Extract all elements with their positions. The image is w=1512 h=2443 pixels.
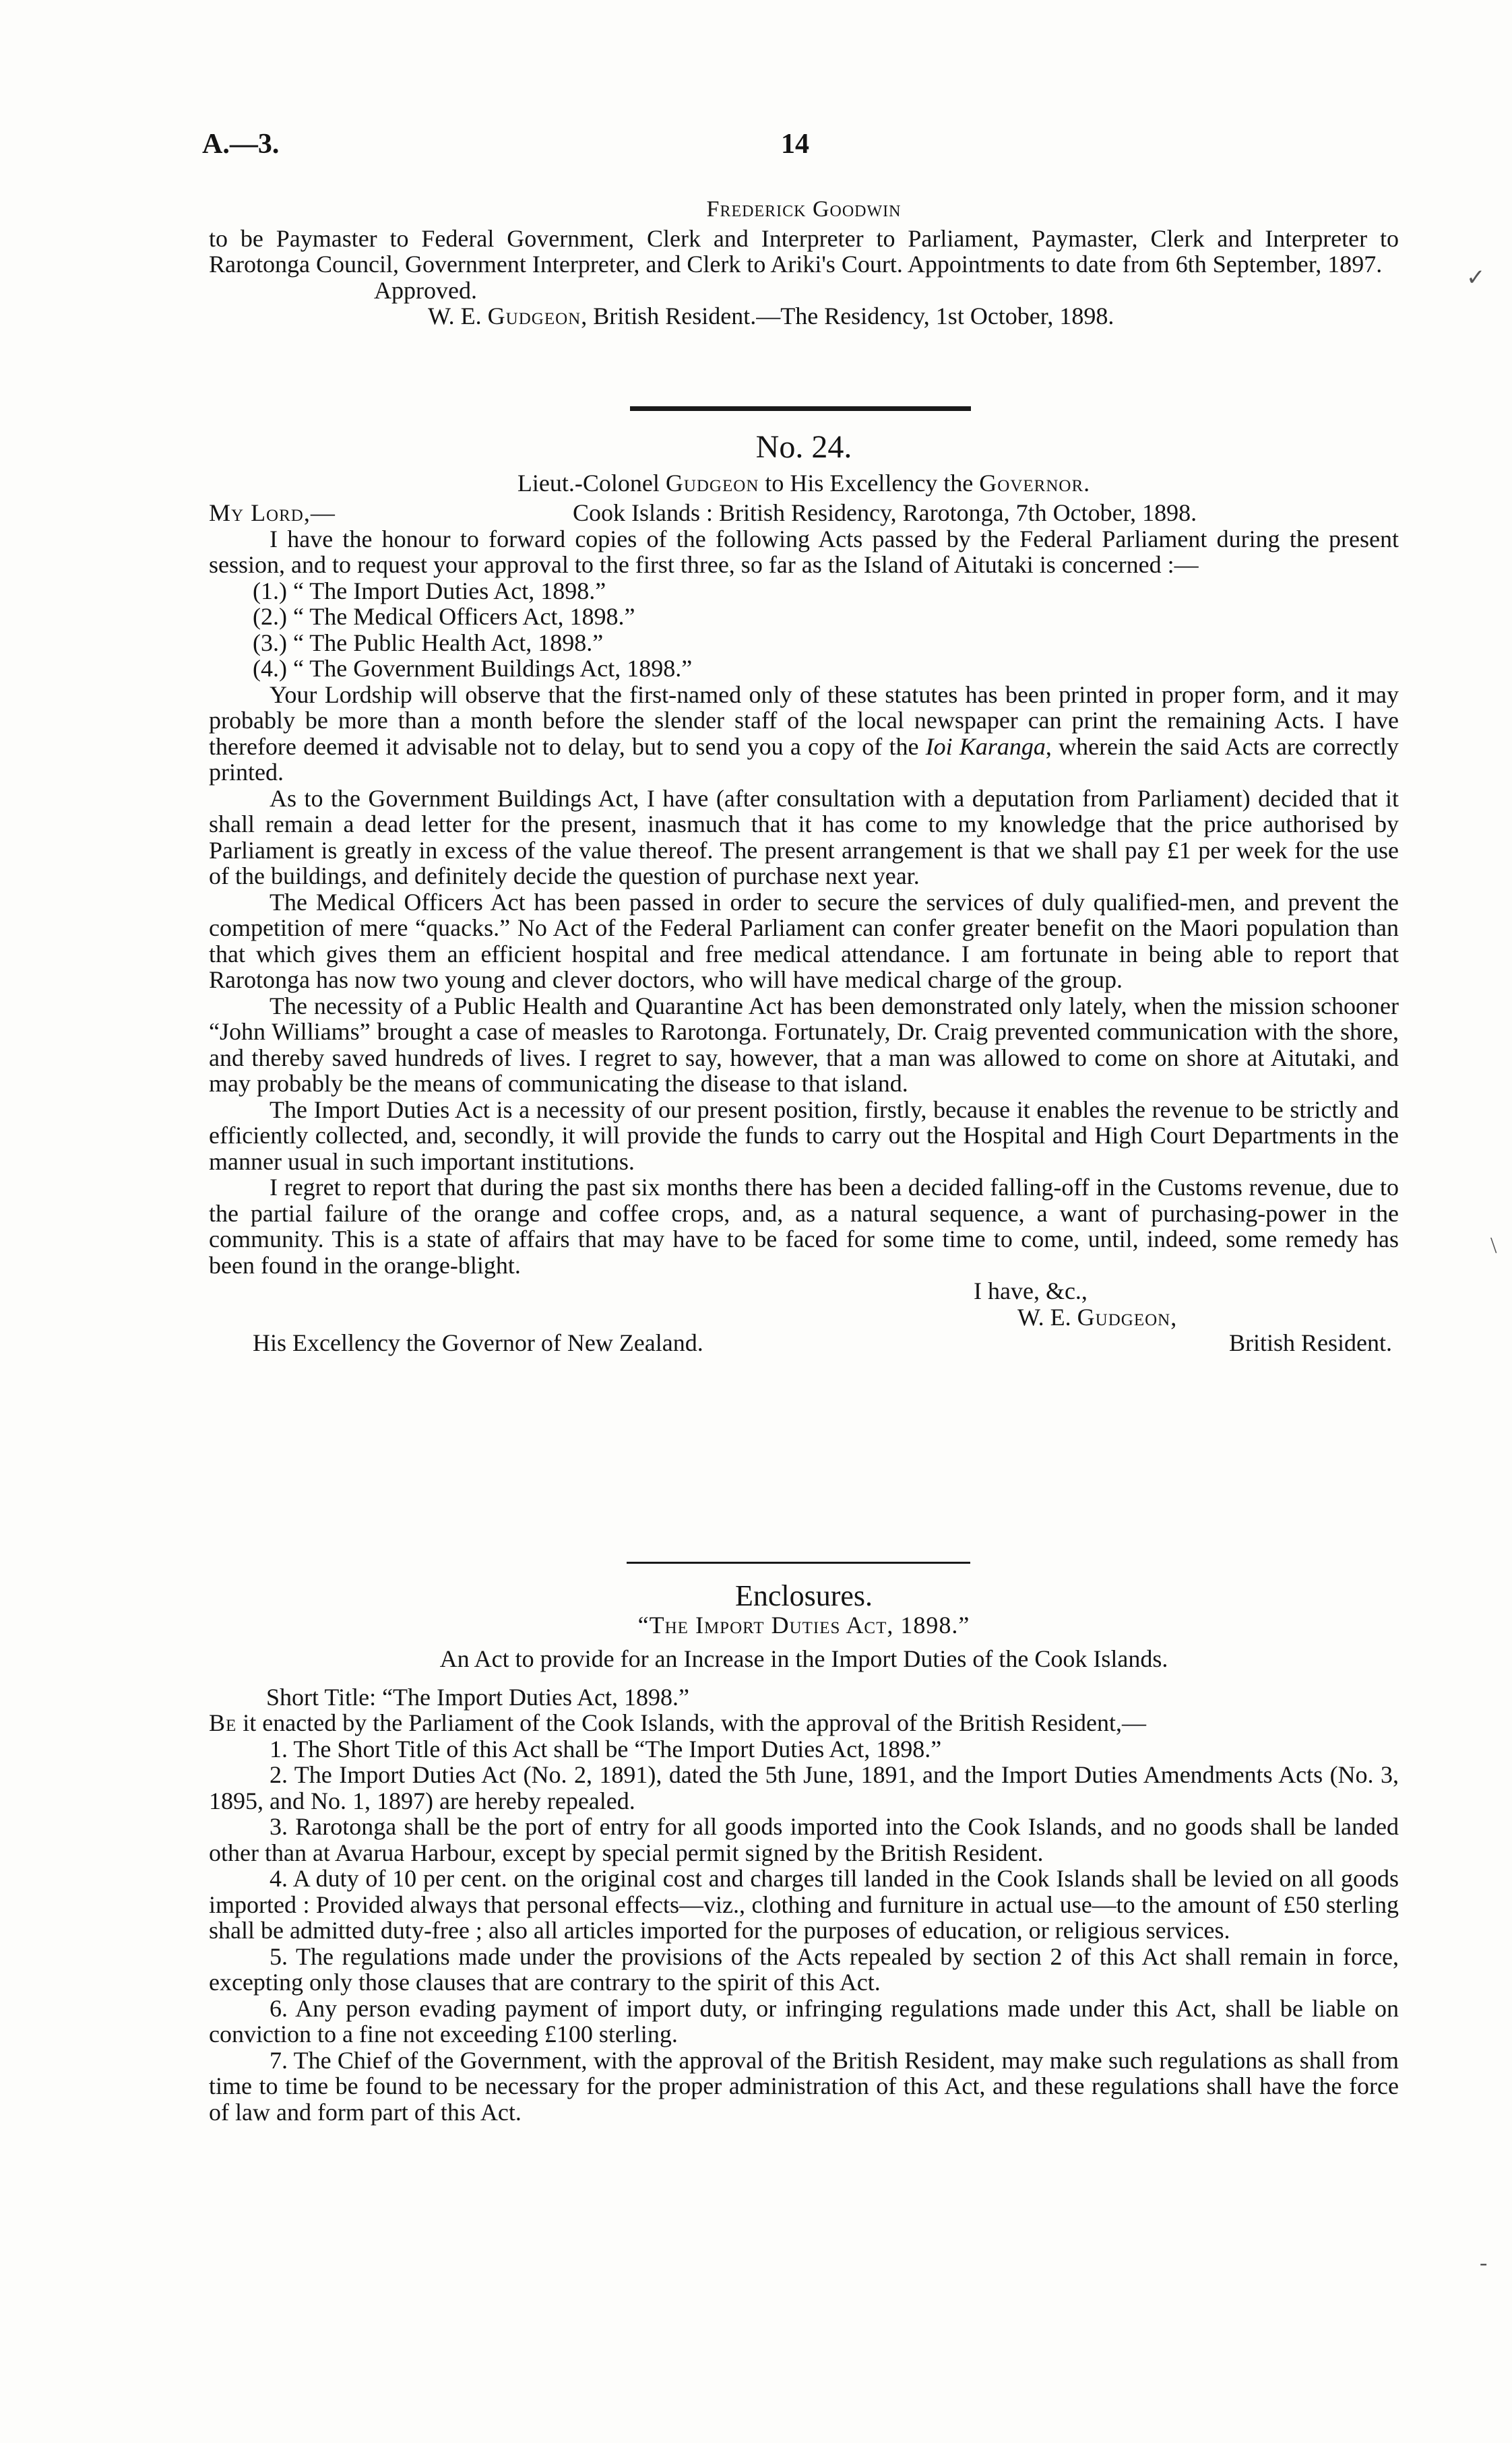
letter-number: No. 24. xyxy=(755,429,852,465)
paragraph-6: The Import Duties Act is a necessity of our present position, firstly, because it enables the revenue to be strictly and efficiently collected, and, secondly, it will provide the funds to carry out the Hospital and High Court Departments in the manner usual in such important institutions. xyxy=(209,1096,1399,1175)
from-name: Gudgeon xyxy=(665,469,759,497)
signoff-rest: , British Resident.—The Residency, 1st October, 1898. xyxy=(581,303,1114,329)
to-title: Governor. xyxy=(979,469,1091,497)
newspaper-title: Ioi Karanga xyxy=(925,732,1046,760)
signature-surname: Gudgeon, xyxy=(1077,1303,1178,1331)
signature xyxy=(209,1304,1399,1331)
act-item: (2.) “ The Medical Officers Act, 1898.” xyxy=(253,603,635,630)
page-number: 14 xyxy=(781,129,809,160)
appointment-text: to be Paymaster to Federal Government, Clerk and Interpreter to Parliament, Paymaster, Clerk and Interpreter to Rarotonga Council, Government Interpreter, and Clerk to Ariki's Court. Appointments to date from 6th September, 1897. xyxy=(209,224,1399,278)
margin-mark: - xyxy=(1480,2250,1488,2275)
signature-initials: W. E. xyxy=(1017,1303,1071,1331)
act-item: (3.) “ The Public Health Act, 1898.” xyxy=(253,629,604,656)
approved-line: Approved. xyxy=(374,276,477,304)
section-divider-thin xyxy=(627,1562,970,1564)
letter-no-24 xyxy=(209,429,1399,1356)
enacting-be: Be xyxy=(209,1709,237,1736)
paragraph-4: The Medical Officers Act has been passed in order to secure the services of duly qualified-men, and prevent the competition of mere “quacks.” No Act of the Federal Parliament can confer greater benefit on the Maori population than that which gives them an efficient hospital and free medical attendance. I am fortunate in being able to report that Rarotonga has now two young and clever doctors, who will have medical charge of the group. xyxy=(209,888,1399,993)
acts-list xyxy=(209,578,1399,682)
enclosures-heading: Enclosures. xyxy=(734,1579,873,1612)
appointment-notice xyxy=(209,197,1399,329)
addressee-row xyxy=(209,1330,1399,1356)
enacting-text: it enacted by the Parliament of the Cook Islands, with the approval of the British Resident,— xyxy=(237,1709,1147,1736)
paragraph-2 xyxy=(209,682,1399,786)
act-section: 1. The Short Title of this Act shall be “The Import Duties Act, 1898.” xyxy=(270,1735,942,1763)
act-section: 3. Rarotonga shall be the port of entry for all goods imported into the Cook Islands, and no goods shall be landed other than at Avarua Harbour, except by special permit signed by the British Resident. xyxy=(209,1813,1399,1866)
paragraph-2-text: Your Lordship will observe that the first-named only of these statutes has been printed in proper form, and it may probably be more than a month before the slender staff of the local newspaper can print the remaining Acts. I have therefore deemed it advisable not to delay, but to send you a copy of the xyxy=(209,680,1399,760)
short-title: Short Title: “The Import Duties Act, 1898.” xyxy=(266,1683,689,1711)
act-title: “The Import Duties Act, 1898.” xyxy=(637,1611,970,1639)
document-reference: A.—3. xyxy=(202,129,280,160)
act-item: (1.) “ The Import Duties Act, 1898.” xyxy=(253,577,606,604)
act-section: 5. The regulations made under the provisions of the Acts repealed by section 2 of this Act shall remain in force, excepting only those clauses that are contrary to the spirit of this Act. xyxy=(209,1942,1399,1996)
act-section: 2. The Import Duties Act (No. 2, 1891), dated the 5th June, 1891, and the Import Duties Amendments Acts (No. 3, 1895, and No. 1, 1897) are hereby repealed. xyxy=(209,1761,1399,1814)
act-item: (4.) “ The Government Buildings Act, 1898.” xyxy=(253,655,693,682)
enclosures xyxy=(209,1579,1399,2126)
paragraph-1: I have the honour to forward copies of the following Acts passed by the Federal Parliament during the present session, and to request your approval to the first three, so far as the Island of Aitutaki is concerned :— xyxy=(209,525,1399,578)
margin-mark: ✓ xyxy=(1466,265,1486,290)
signer-surname: Gudgeon xyxy=(487,303,581,329)
enacting-clause xyxy=(209,1710,1399,1736)
appointee-name: Frederick Goodwin xyxy=(706,197,902,222)
section-divider-thick xyxy=(630,406,971,411)
paragraph-3: As to the Government Buildings Act, I have (after consultation with a deputation from Parliament) decided that it shall remain a dead letter for the present, inasmuch that it has come to my knowledge that the price authorised by Parliament is greatly in excess of the value thereof. The present arrangement is that we shall pay £1 per week for the use of the buildings, and definitely decide the question of purchase next year. xyxy=(209,784,1399,889)
signature-title: British Resident. xyxy=(1229,1329,1392,1356)
closing: I have, &c., xyxy=(974,1277,1088,1304)
act-section: 7. The Chief of the Government, with the approval of the British Resident, may make such regulations as shall from time to time be found to be necessary for the proper administration of this Act, and these regulations shall have the force of law and form part of this Act. xyxy=(209,2046,1399,2126)
signer-initials: W. E. xyxy=(428,303,482,329)
place-date: Cook Islands : British Residency, Rarotonga, 7th October, 1898. xyxy=(573,499,1197,526)
addressee: His Excellency the Governor of New Zealand. xyxy=(253,1329,703,1356)
margin-mark: \ xyxy=(1490,1233,1497,1258)
from-rank: Lieut.-Colonel xyxy=(517,469,660,497)
paragraph-2-end: , wherein the said Acts are correctly printed. xyxy=(209,732,1399,786)
to-prefix: to His Excellency the xyxy=(765,469,974,497)
salutation: My Lord,— xyxy=(209,499,336,526)
paragraph-7: I regret to report that during the past six months there has been a decided falling-off in the Customs revenue, due to the partial failure of the orange and coffee crops, and, as a natural sequence, a want of purchasing-power in the community. This is a state of affairs that may have to be faced for some time to come, until, indeed, some remedy has been found in the orange-blight. xyxy=(209,1174,1399,1279)
salutation-row xyxy=(209,500,1399,526)
act-section: 4. A duty of 10 per cent. on the original cost and charges till landed in the Cook Islands shall be levied on all goods imported : Provided always that personal effects—viz., clothing and furniture in actual use—to the amount of £50 sterling shall be admitted duty-free ; also all articles imported for the purposes of education, or religious services. xyxy=(209,1865,1399,1944)
paragraph-5: The necessity of a Public Health and Quarantine Act has been demonstrated only lately, when the mission schooner “John Williams” brought a case of measles to Rarotonga. Fortunately, Dr. Craig prevented communication with the shore, and thereby saved hundreds of lives. I regret to say, however, that a man was allowed to come on shore at Aitutaki, and may probably be the means of communicating the disease to that island. xyxy=(209,992,1399,1097)
appointment-signoff xyxy=(209,303,1399,329)
act-section: 6. Any person evading payment of import duty, or infringing regulations made under this Act, shall be liable on conviction to a fine not exceeding £100 sterling. xyxy=(209,1994,1399,2048)
act-long-title: An Act to provide for an Increase in the Import Duties of the Cook Islands. xyxy=(439,1645,1168,1672)
letter-from-to xyxy=(209,470,1399,497)
